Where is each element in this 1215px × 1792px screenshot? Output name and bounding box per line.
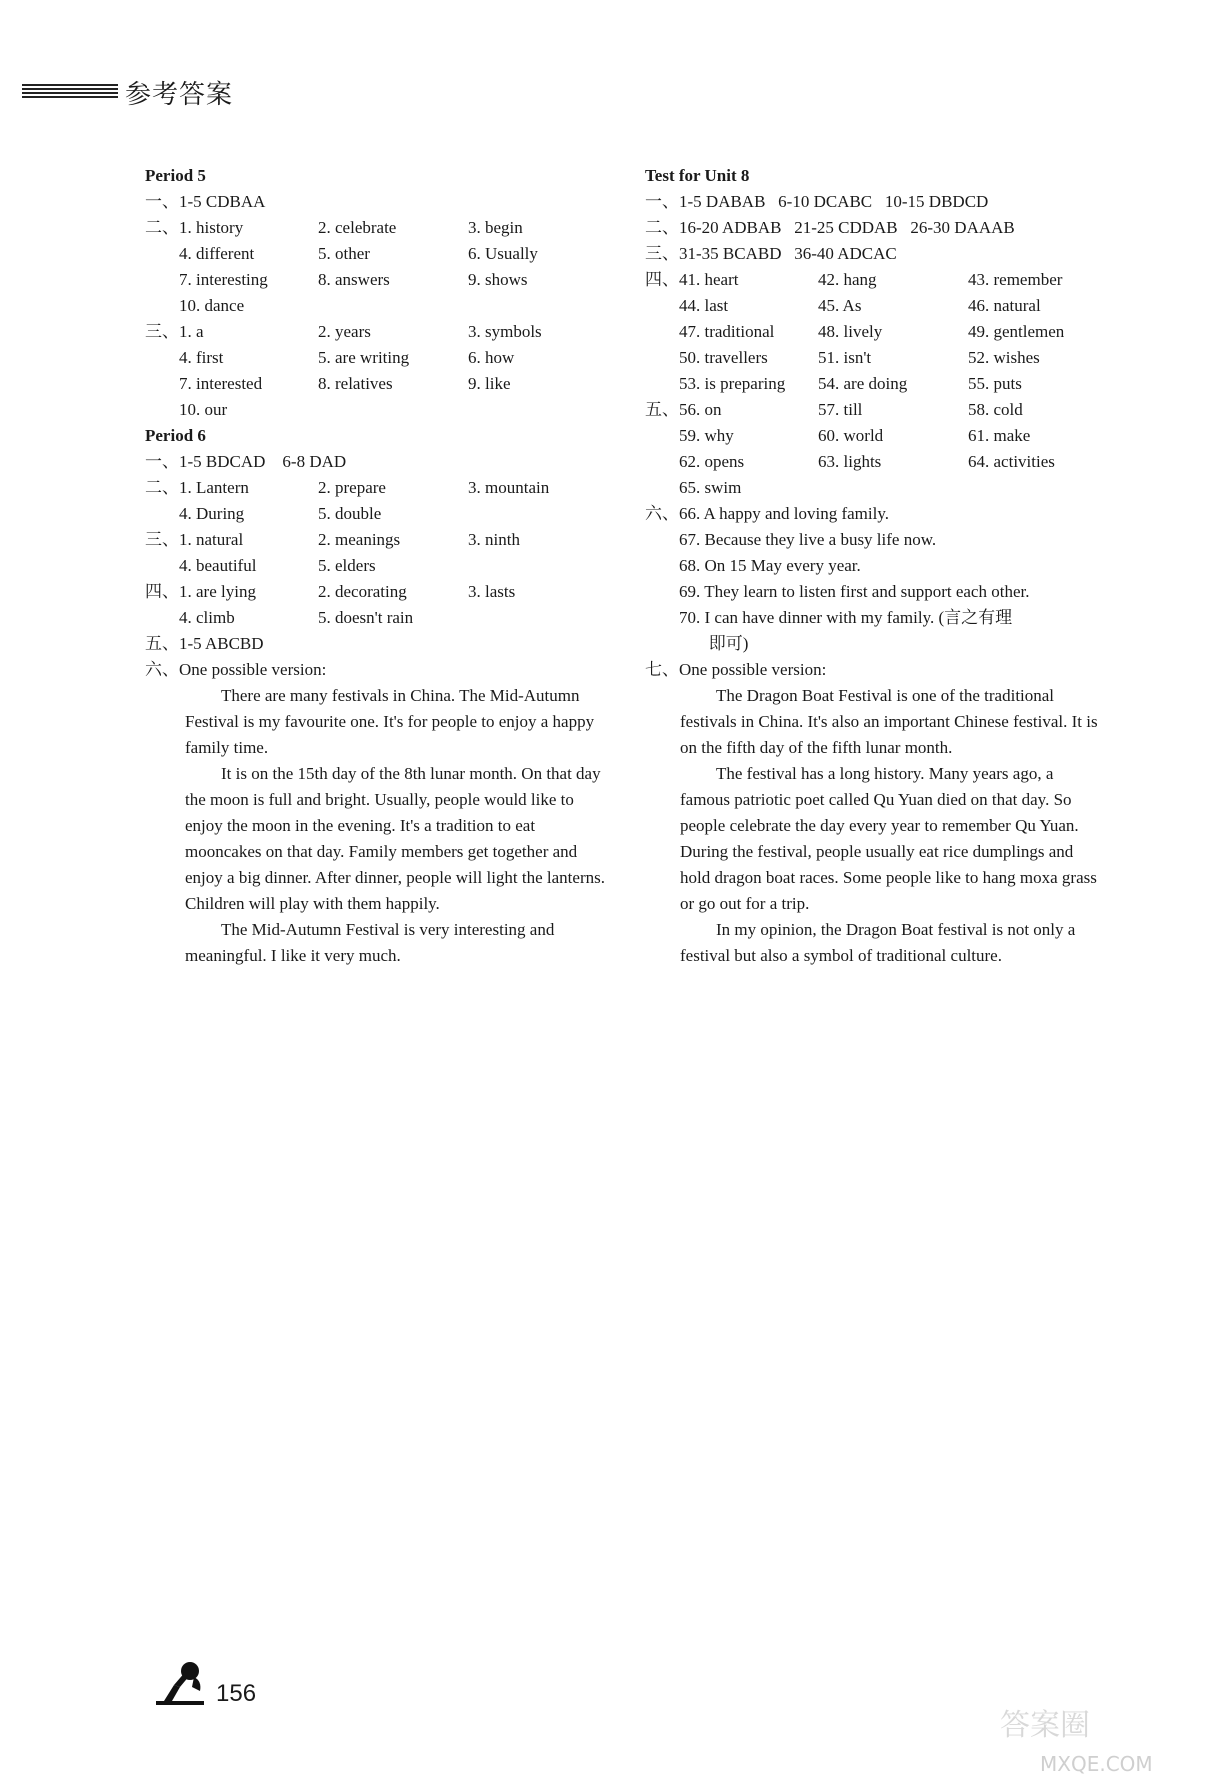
left-column	[145, 163, 615, 969]
p5-s3-row: 7. interested 8. relatives 9. like	[179, 374, 511, 393]
header-stripes-decoration	[22, 84, 118, 102]
watermark-url: MXQE.COM	[1040, 1752, 1153, 1776]
r-s6-line: 69. They learn to listen first and support each other.	[679, 582, 1030, 601]
p5-s2-row: 二、 1. history 2. celebrate 3. begin	[145, 218, 523, 237]
essay-paragraph: In my opinion, the Dragon Boat festival is not only a festival but also a symbol of traditional culture.	[680, 920, 1076, 965]
p6-section-5: 五、1-5 ABCBD	[145, 634, 264, 653]
r-s6-line: 68. On 15 May every year.	[679, 556, 861, 575]
essay-paragraph: The Mid-Autumn Festival is very interesting and meaningful. I like it very much.	[185, 920, 555, 965]
p6-s4-row: 4. climb 5. doesn't rain	[179, 608, 414, 627]
r-s6-line: 67. Because they live a busy life now.	[679, 530, 937, 549]
p6-s4-row: 四、 1. are lying 2. decorating 3. lasts	[145, 582, 516, 601]
r-s6-line: 70. I can have dinner with my family. (言之有理	[679, 608, 1013, 627]
p5-s2-row: 10. dance	[179, 296, 245, 315]
r-s6-line: 即可)	[679, 634, 749, 653]
p5-s3-row: 三、 1. a 2. years 3. symbols	[145, 322, 542, 341]
p5-s3-row: 4. first 5. are writing 6. how	[179, 348, 515, 367]
essay-paragraph: There are many festivals in China. The Mid-Autumn Festival is my favourite one. It's for people to enjoy a happy family time.	[185, 686, 595, 757]
r-s4-row: 50. travellers 51. isn't 52. wishes	[679, 348, 1040, 367]
page-header	[22, 70, 422, 110]
r-section-7: 七、One possible version:	[645, 660, 827, 679]
p6-s2-row: 二、 1. Lantern 2. prepare 3. mountain	[145, 478, 550, 497]
p6-section-6: 六、One possible version:	[145, 660, 327, 679]
p6-section-1: 一、1-5 BDCAD 6-8 DAD	[145, 452, 347, 471]
essay-paragraph: The festival has a long history. Many years ago, a famous patriotic poet called Qu Yuan died on that day. So people celebrate the day every year to remember Qu Yuan. During the festival, people usually eat rice dumplings and hold dragon boat races. Some people like to hang moxa grass or go out for a trip.	[680, 764, 1097, 913]
r-s5-row: 65. swim	[679, 478, 742, 497]
r-section-1: 一、1-5 DABAB 6-10 DCABC 10-15 DBDCD	[645, 192, 989, 211]
period6-title: Period 6	[145, 426, 206, 445]
reading-lamp-icon	[150, 1657, 210, 1707]
r-s4-row: 47. traditional 48. lively 49. gentlemen	[679, 322, 1065, 341]
page-number: 156	[216, 1680, 257, 1707]
p6-s3-row: 三、 1. natural 2. meanings 3. ninth	[145, 530, 520, 549]
test-unit8-title: Test for Unit 8	[645, 166, 750, 185]
p5-s2-row: 7. interesting 8. answers 9. shows	[179, 270, 528, 289]
r-s5-row: 59. why 60. world 61. make	[679, 426, 1031, 445]
r-s4-row: 四、 41. heart 42. hang 43. remember	[645, 270, 1063, 289]
r-s5-row: 62. opens 63. lights 64. activities	[679, 452, 1055, 471]
essay-paragraph: The Dragon Boat Festival is one of the traditional festivals in China. It's also an important Chinese festival. It is on the fifth day of the fifth lunar month.	[680, 686, 1098, 757]
r-s6-line: 六、66. A happy and loving family.	[645, 504, 889, 523]
period5-title: Period 5	[145, 166, 206, 185]
p5-section-1: 一、1-5 CDBAA	[145, 192, 266, 211]
r-s4-row: 44. last 45. As 46. natural	[679, 296, 1041, 315]
left-essay	[185, 683, 605, 969]
r-s4-row: 53. is preparing 54. are doing 55. puts	[679, 374, 1022, 393]
p5-s3-row: 10. our	[179, 400, 228, 419]
p5-s2-row: 4. different 5. other 6. Usually	[179, 244, 538, 263]
essay-paragraph: It is on the 15th day of the 8th lunar month. On that day the moon is full and bright. Usually, people would like to enjoy the moon in the evening. It's a tradition to eat mooncakes on that day. Family members get together and enjoy a big dinner. After dinner, people will light the lanterns. Children will play with them happily.	[185, 764, 605, 913]
r-s5-row: 五、 56. on 57. till 58. cold	[645, 400, 1023, 419]
header-title: 参考答案	[125, 80, 234, 110]
right-column	[645, 163, 1105, 969]
right-essay	[680, 683, 1100, 969]
p6-s3-row: 4. beautiful 5. elders	[179, 556, 376, 575]
p6-s2-row: 4. During 5. double	[179, 504, 382, 523]
r-section-3: 三、31-35 BCABD 36-40 ADCAC	[645, 244, 897, 263]
watermark-logo: 答案圈	[1000, 1708, 1090, 1743]
r-section-2: 二、16-20 ADBAB 21-25 CDDAB 26-30 DAAAB	[645, 218, 1015, 237]
